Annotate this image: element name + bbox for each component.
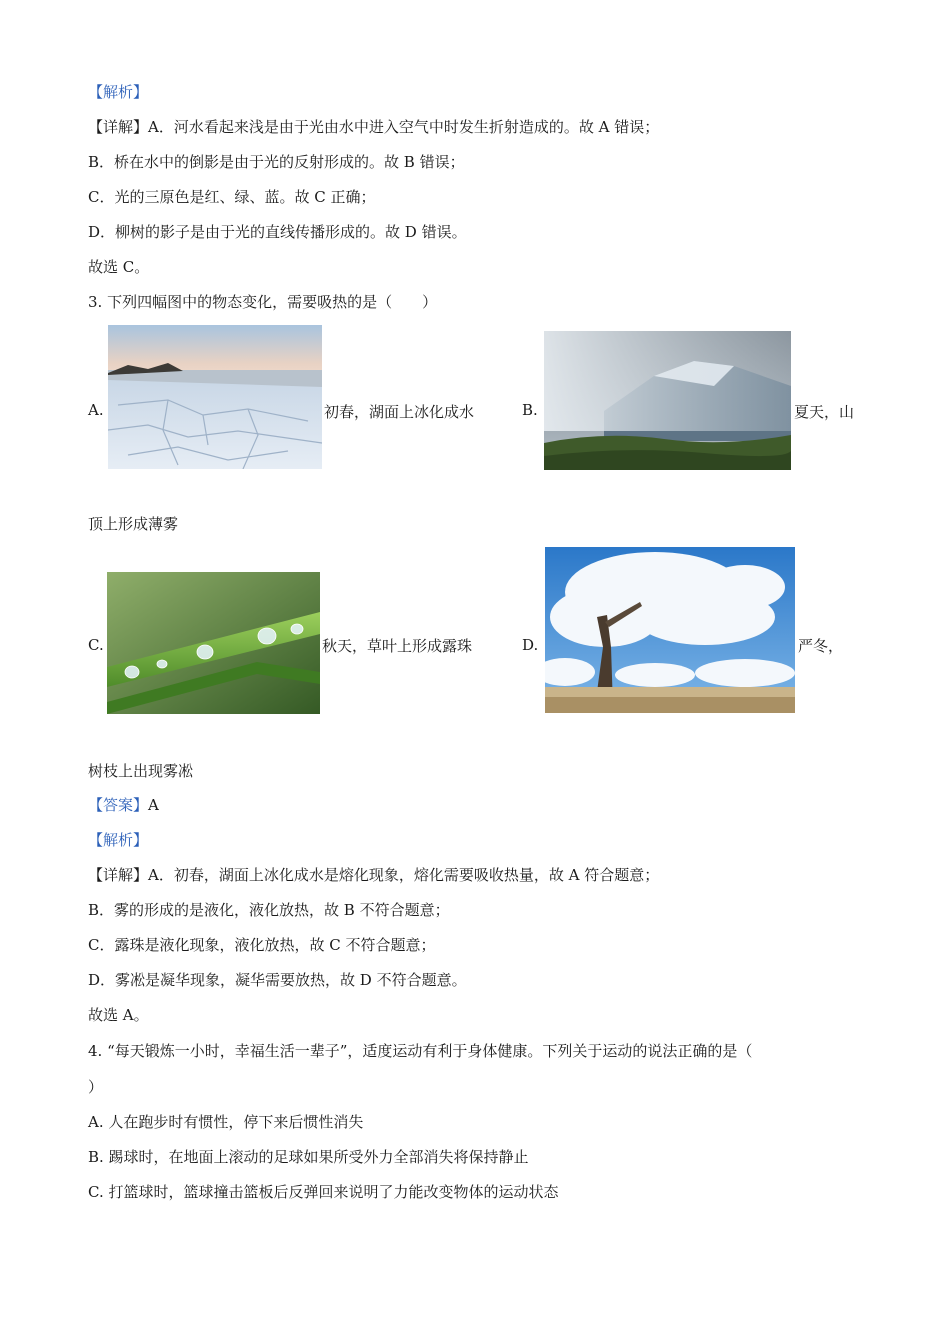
analysis1-c: C．光的三原色是红、绿、蓝。故 C 正确； [88,188,376,206]
q3-option-b-caption: 夏天，山 [794,403,855,421]
q3-option-a-letter: A. [88,401,104,419]
answer-value: A [148,796,159,814]
detail-tag: 【详解】 [88,866,149,884]
q3-option-b-letter: B. [522,401,538,419]
q4-option-c: C. 打篮球时，篮球撞击篮板后反弹回来说明了力能改变物体的运动状态 [88,1183,559,1201]
q3-option-d-caption: 严冬， [798,637,844,655]
analysis-tag: 【解析】 [88,83,149,101]
detail-a-text: A．初春，湖面上冰化成水是熔化现象，熔化需要吸收热量，故 A 符合题意； [148,866,660,884]
analysis1-b: B．桥在水中的倒影是由于光的反射形成的。故 B 错误； [88,153,465,171]
q3-option-d-letter: D. [522,636,539,654]
q4-option-b: B. 踢球时，在地面上滚动的足球如果所受外力全部消失将保持静止 [88,1148,529,1166]
frozen-lake-photo [108,325,322,469]
q4-stem: 4. “每天锻炼一小时，幸福生活一辈子”，适度运动有利于身体健康。下列关于运动的说法正确的是（ [88,1042,753,1060]
q3-option-a-caption: 初春，湖面上冰化成水 [324,403,475,421]
detail-tag: 【详解】 [88,118,149,136]
dew-on-grass-photo [107,572,320,714]
q3-option-d-caption-cont: 树枝上出现雾凇 [88,762,194,780]
analysis1-conclusion: 故选 C。 [88,258,150,276]
q3-conclusion: 故选 A。 [88,1006,149,1024]
q3-analysis-tag: 【解析】 [88,831,149,849]
analysis1-d: D．柳树的影子是由于光的直线传播形成的。故 D 错误。 [88,223,467,241]
analysis1-detail-a [88,117,659,137]
q3-detail-b: B．雾的形成的是液化，液化放热，故 B 不符合题意； [88,901,450,919]
q3-stem: 3. 下列四幅图中的物态变化，需要吸热的是（ ） [88,293,438,311]
q3-option-b-caption-cont: 顶上形成薄雾 [88,515,179,533]
answer-tag: 【答案】 [88,796,149,814]
q3-detail-c: C．露珠是液化现象，液化放热，故 C 不符合题意； [88,936,436,954]
q3-detail-d: D．雾凇是凝华现象，凝华需要放热，故 D 不符合题意。 [88,971,467,989]
q3-option-c-letter: C. [88,636,104,654]
q3-answer-line [88,795,159,815]
mountain-fog-photo [544,331,791,470]
q3-option-c-caption: 秋天，草叶上形成露珠 [322,637,473,655]
q3-detail-a [88,865,659,885]
detail-a-text: A．河水看起来浅是由于光由水中进入空气中时发生折射造成的。故 A 错误； [148,118,660,136]
q4-option-a: A. 人在跑步时有惯性，停下来后惯性消失 [88,1113,364,1131]
q4-stem-cont: ） [88,1078,104,1096]
rime-tree-photo [545,547,795,713]
